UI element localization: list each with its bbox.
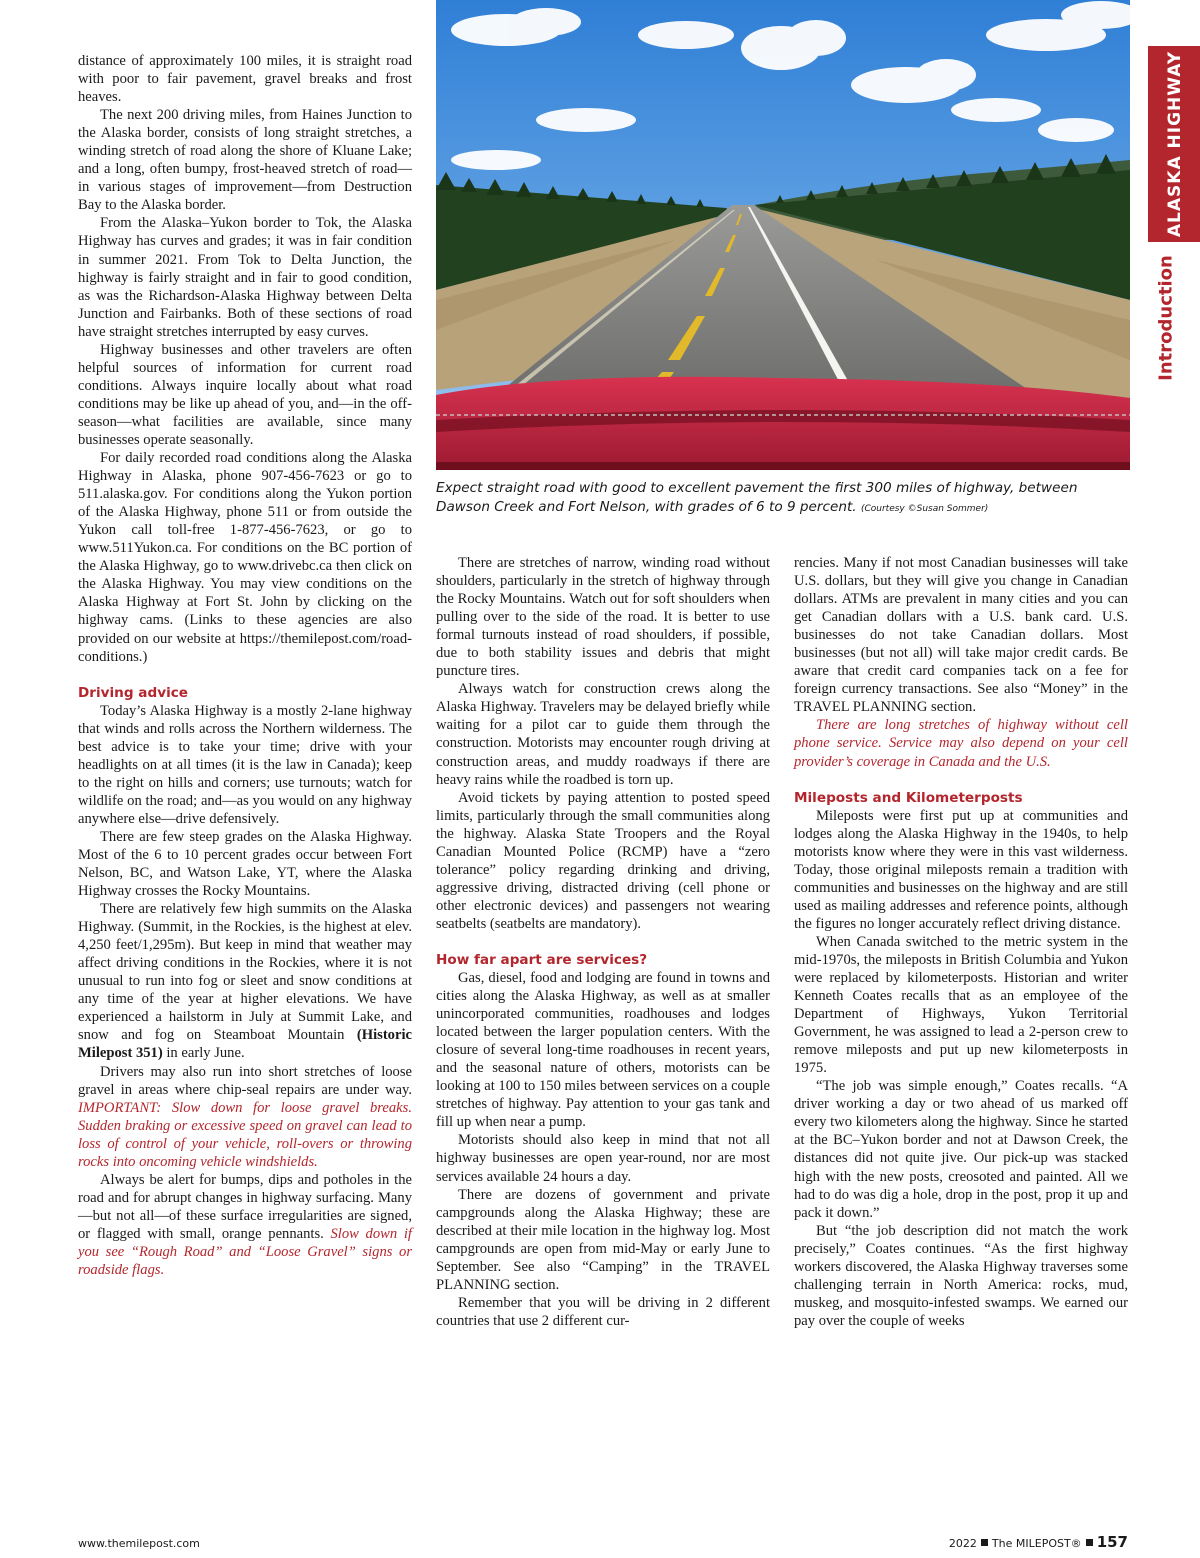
paragraph: There are stretches of narrow, winding road without shoulders, particularly in the stretch of highway through the Rocky Mountains. Watch out for soft shoulders when pulling over to the side of the road. It is better to use formal turnouts instead of road shoulders, if possible, due to both stability issues and debris that might puncture tires. bbox=[436, 555, 770, 680]
paragraph: There are few steep grades on the Alaska Highway. Most of the 6 to 10 percent grades occur between Fort Nelson, BC, and Watson Lake, YT, where the Alaska Highway crosses the Rocky Mountains. bbox=[78, 828, 412, 900]
paragraph: There are dozens of government and private campgrounds along the Alaska Highway; these are described at their mile location in the highway log. Most campgrounds are open from mid-May or early June to September. See also “Camping” in the TRAVEL PLANNING section. bbox=[436, 1186, 770, 1293]
paragraph: Mileposts were first put up at communities and lodges along the Alaska Highway in the 1940s, to help motorists know where they were in this vast wilderness. Today, those original mileposts remain a tradition with communities and businesses on the highway and are still used as mailing addresses and reference points, although the figures no longer accurately reflect driving distance. bbox=[794, 807, 1128, 932]
paragraph: Highway businesses and other travelers are often helpful sources of information for current road conditions. Always inquire locally about what road conditions may be like up ahead of you, and—in the off-season—what facilities are available, since many businesses operate seasonally. bbox=[78, 341, 412, 448]
column-2 bbox=[436, 554, 770, 1330]
paragraph: Today’s Alaska Highway is a mostly 2-lane highway that winds and rolls across the Northern wilderness. The best advice is to take your time; drive with your headlights on at all times (it is the law in Canada); keep to the right on hills and corners; use turnouts; watch for wildlife on the road; and—as you would on any highway anywhere else—drive defensively. bbox=[78, 702, 412, 827]
caption-text: Expect straight road with good to excellent pavement the first 300 miles of highway, between Dawson Creek and Fort Nelson, with grades of 6 to 9 percent. bbox=[436, 480, 1078, 515]
paragraph: When Canada switched to the metric system in the mid-1970s, the mileposts in British Columbia and Yukon were replaced by kilometerposts. Historian and writer Kenneth Coates recalls that as an employee of the Department of Highways, Yukon Territorial Government, he was assigned to lead a 2-person crew to remove mileposts and put up new kilometerposts in 1975. bbox=[794, 933, 1128, 1077]
important-note: IMPORTANT: Slow down for loose gravel breaks. Sudden braking or excessive speed on gravel can lead to loss of control of your vehicle, roll-overs or throwing rocks into oncoming vehicle windshields. bbox=[78, 1099, 412, 1170]
photo-caption bbox=[436, 479, 1130, 519]
footer-year: 2022 bbox=[948, 1537, 977, 1550]
heading-mileposts: Mileposts and Kilometerposts bbox=[794, 789, 1023, 806]
column-1 bbox=[78, 52, 412, 1279]
photo-credit: (Courtesy ©Susan Sommer) bbox=[860, 504, 989, 514]
footer-publication: The MILEPOST® bbox=[991, 1537, 1082, 1550]
page-number: 157 bbox=[1096, 1533, 1128, 1551]
paragraph bbox=[78, 900, 412, 1062]
heading-driving-advice: Driving advice bbox=[78, 684, 189, 701]
column-3 bbox=[794, 554, 1128, 1330]
paragraph: Always watch for construction crews along the Alaska Highway. Travelers may be delayed briefly while waiting for a pilot car to guide them through the construction. Motorists may encounter rough driving at construction areas, and muddy roadways if there are heavy rains while the roadbed is torn up. bbox=[436, 681, 770, 788]
paragraph: For daily recorded road conditions along the Alaska Highway in Alaska, phone 907-456-7623 or go to 511.alaska.gov. For conditions along the Yukon portion of the Alaska Highway, phone 511 or from outside the Yukon call toll-free 1-877-456-7623, or go to www.511Yukon.ca. For conditions on the BC portion of the Alaska Highway, go to www.drivebc.ca then click on the Alaska Highway. You may view conditions on the Alaska Highway at Fort St. John by clicking on the highway cams. (Links to these agencies are also provided on our website at https://themilepost.com/road-conditions.) bbox=[78, 450, 412, 665]
section-label: Introduction bbox=[1155, 255, 1177, 381]
paragraph: The next 200 driving miles, from Haines Junction to the Alaska border, consists of long straight stretches, a winding stretch of road along the shore of Kluane Lake; and a long, often bumpy, frost-heaved stretch of road—in various stages of improvement—from Destruction Bay to the Alaska border. bbox=[78, 107, 412, 214]
square-bullet-icon bbox=[981, 1539, 988, 1546]
bold-milepost: (Historic Milepost 351) bbox=[78, 1027, 412, 1062]
text-run: Always be alert for bumps, dips and potholes in the road and for abrupt changes in highway surfacing. Many—but not all—of these surface irregularities are signed, or flagged with small, orange pennants. bbox=[78, 1171, 412, 1242]
warning-note: Slow down if you see “Rough Road” and “Loose Gravel” signs or roadside flags. bbox=[78, 1225, 412, 1279]
paragraph: “The job was simple enough,” Coates recalls. “A driver working a day or two ahead of us marked off every two kilometers along the highway. Since he started at the BC–Yukon border and not at Dawson Creek, the distances did not quite jive. Our pick-up was stacked high with the new posts, creosoted and painted. All we had to do was dig a hole, drop in the post, prop it up and pack it down.” bbox=[794, 1078, 1128, 1221]
text-run: Drivers may also run into short stretches of loose gravel in areas where chip-seal repairs are under way. bbox=[78, 1063, 412, 1098]
heading-services: How far apart are services? bbox=[436, 951, 648, 968]
paragraph: From the Alaska–Yukon border to Tok, the Alaska Highway has curves and grades; it was in fair condition in summer 2021. From Tok to Delta Junction, the highway is fairly straight and in fair to good condition, as was the Richardson-Alaska Highway between Delta Junction and Fairbanks. Both of these sections of road have straight stretches interrupted by easy curves. bbox=[78, 215, 412, 340]
paragraph bbox=[78, 1171, 412, 1279]
paragraph: Gas, diesel, food and lodging are found in towns and cities along the Alaska Highway, as well as at smaller unincorporated communities, roadhouses and lodges located between the larger population centers. With the closure of several long-time roadhouses in recent years, and the seasonal nature of others, motorists can be looking at 100 to 150 miles between services on a couple stretches of highway. Pay attention to your gas tank and fill up when near a pump. bbox=[436, 969, 770, 1131]
paragraph bbox=[78, 1063, 412, 1171]
paragraph: Avoid tickets by paying attention to posted speed limits, particularly through the small communities along the highway. Alaska State Troopers and the Royal Canadian Mounted Police (RCMP) have a “zero tolerance” policy regarding drinking and driving, aggressive driving, distracted driving (cell phone or other electronic devices) and passengers not wearing seatbelts (seatbelts are mandatory). bbox=[436, 789, 770, 932]
highway-photo bbox=[436, 0, 1130, 470]
cell-service-note: There are long stretches of highway without cell phone service. Service may also depend on your cell provider’s coverage in Canada and the U.S. bbox=[794, 717, 1128, 770]
footer-website[interactable]: www.themilepost.com bbox=[78, 1537, 200, 1550]
paragraph: But “the job description did not match the work precisely,” Coates continues. “As the first highway workers discovered, the Alaska Highway traverses some challenging terrain in North America: rocks, mud, muskeg, and mosquito-infested swamps. We earned our pay over the couple of weeks bbox=[794, 1222, 1128, 1329]
paragraph: Remember that you will be driving in 2 different countries that use 2 different cur- bbox=[436, 1294, 770, 1329]
paragraph: Motorists should also keep in mind that not all highway businesses are open year-round, nor are most services available 24 hours a day. bbox=[436, 1132, 770, 1185]
footer-page-info bbox=[949, 1533, 1128, 1551]
square-bullet-icon bbox=[1086, 1539, 1093, 1546]
text-run: in early June. bbox=[166, 1045, 245, 1062]
paragraph: distance of approximately 100 miles, it is straight road with poor to fair pavement, gravel breaks and frost heaves. bbox=[78, 53, 412, 106]
text-run: There are relatively few high summits on the Alaska Highway. (Summit, in the Rockies, is the highest at elev. 4,250 feet/1,295m). But keep in mind that weather may affect driving conditions in the Rockies, where it is not unusual to run into fog or sleet and snow conditions at any time of the year at higher elevations. We have experienced a hailstorm in July at Summit Lake, and snow and fog on Steamboat Mountain bbox=[78, 901, 412, 1044]
section-tab-title: ALASKA HIGHWAY bbox=[1165, 50, 1185, 238]
paragraph: rencies. Many if not most Canadian businesses will take U.S. dollars, but they will give you change in Canadian dollars. ATMs are prevalent in many cities and you can get Canadian dollars with a U.S. bank card. U.S. businesses do not take Canadian dollars. Most businesses (but not all) will take major credit cards. Be aware that credit card companies tack on a fee for foreign currency transactions. See also “Money” in the TRAVEL PLANNING section. bbox=[794, 555, 1128, 716]
